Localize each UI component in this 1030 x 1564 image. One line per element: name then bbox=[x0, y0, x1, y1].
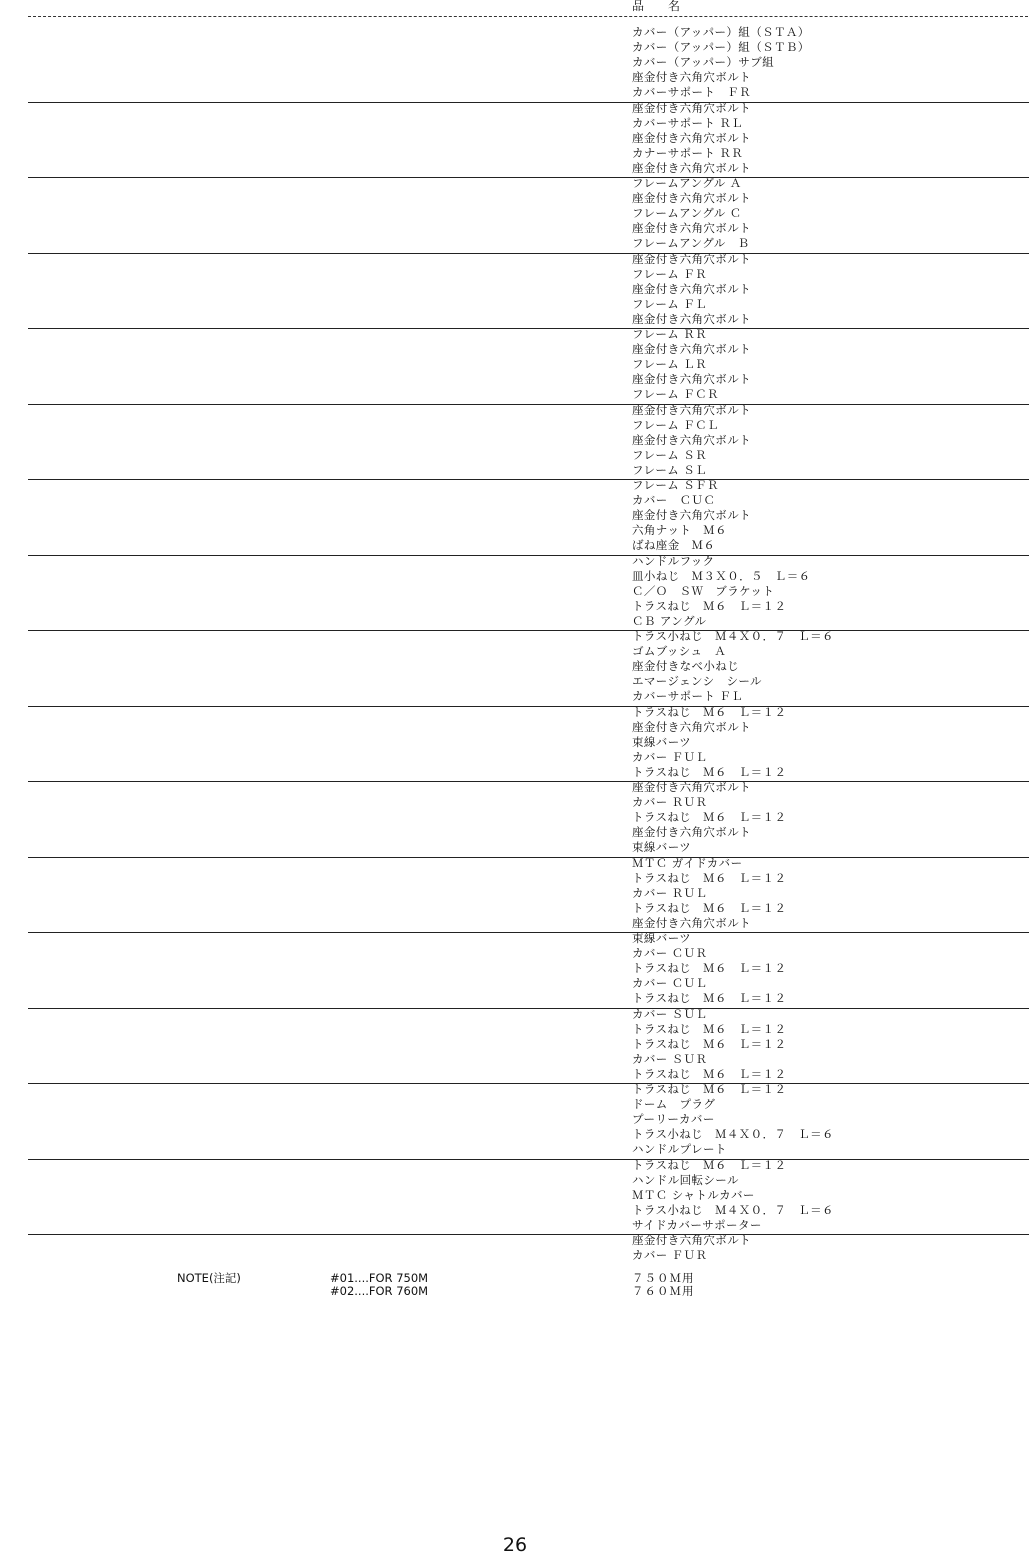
list-item: Ｃ／Ｏ ＳＷ ブラケット bbox=[632, 583, 775, 598]
list-item: トラスねじ Ｍ６ Ｌ＝１２ bbox=[632, 870, 787, 885]
list-item: カバー（アッパー）組（ＳＴＢ） bbox=[632, 40, 810, 55]
list-item: カバーサポート ＦＲ bbox=[632, 85, 751, 100]
list-item: トラスねじ Ｍ６ Ｌ＝１２ bbox=[632, 900, 787, 915]
list-item: カバー ＳＵＬ bbox=[632, 1006, 708, 1021]
list-item: トラスねじ Ｍ６ Ｌ＝１２ bbox=[632, 1082, 787, 1096]
list-item: 座金付き六角穴ボルト bbox=[632, 130, 751, 145]
group-divider bbox=[28, 857, 1029, 858]
list-item: 座金付き六角穴ボルト bbox=[632, 281, 751, 296]
list-item: 座金付き六角穴ボルト bbox=[632, 432, 751, 447]
list-item: 座金付き六角穴ボルト bbox=[632, 160, 751, 175]
list-item: トラスねじ Ｍ６ Ｌ＝１２ bbox=[632, 991, 787, 1006]
list-item: カナーサポート ＲＲ bbox=[632, 145, 744, 160]
list-item: 座金付き六角穴ボルト bbox=[632, 402, 751, 417]
list-item: 座金付き六角穴ボルト bbox=[632, 780, 751, 794]
list-item: トラスねじ Ｍ６ Ｌ＝１２ bbox=[632, 1021, 787, 1036]
list-item: カバー（アッパー）組（ＳＴＡ） bbox=[632, 25, 810, 39]
list-item: ハンドル回転シール bbox=[632, 1172, 739, 1187]
note-meaning-02: ７６０Ｍ用 bbox=[632, 1284, 695, 1298]
list-item: フレーム ＳＲ bbox=[632, 447, 707, 462]
list-item: ドーム プラグ bbox=[632, 1097, 716, 1112]
list-item: カバーサポート ＲＬ bbox=[632, 115, 744, 130]
list-item: トラスねじ Ｍ６ Ｌ＝１２ bbox=[632, 764, 787, 779]
list-item: フレームアングル Ｂ bbox=[632, 236, 750, 251]
group-divider bbox=[28, 1008, 1029, 1009]
list-item: 座金付き六角穴ボルト bbox=[632, 1233, 751, 1247]
list-item: フレーム ＦＲ bbox=[632, 266, 707, 281]
list-item: 束線バーツ bbox=[632, 734, 692, 749]
list-item: フレーム ＦＣＲ bbox=[632, 387, 719, 402]
list-item: カバー ＲＵＲ bbox=[632, 795, 708, 810]
group-divider bbox=[28, 253, 1029, 254]
list-item: 皿小ねじ Ｍ３Ｘ０．５ Ｌ＝６ bbox=[632, 568, 811, 583]
part-name-column-header: 品 名 bbox=[632, 0, 687, 13]
list-item: トラス小ねじ Ｍ４Ｘ０．７ Ｌ＝６ bbox=[632, 1202, 834, 1217]
group-divider bbox=[28, 781, 1029, 782]
list-item: カバー ＳＵＲ bbox=[632, 1051, 708, 1066]
group-divider bbox=[28, 932, 1029, 933]
list-item: トラス小ねじ Ｍ４Ｘ０．７ Ｌ＝６ bbox=[632, 1127, 834, 1142]
page-number: 26 bbox=[502, 1534, 528, 1556]
list-item: ＭＴＣ ガイドカバー bbox=[632, 855, 743, 870]
group-divider bbox=[28, 706, 1029, 707]
list-item: 座金付きなべ小ねじ bbox=[632, 659, 740, 674]
list-item: 座金付き六角穴ボルト bbox=[632, 508, 751, 523]
list-item: ハンドルプレート bbox=[632, 1142, 727, 1157]
list-item: カバー ＦＵＲ bbox=[632, 1248, 708, 1263]
list-item: プーリーカバー bbox=[632, 1112, 715, 1127]
list-item: ばね座金 Ｍ６ bbox=[632, 538, 716, 553]
group-divider bbox=[28, 555, 1029, 556]
note-code-02: #02....FOR 760M bbox=[330, 1284, 429, 1298]
list-item: カバー ＦＵＬ bbox=[632, 749, 708, 764]
note-code-01: #01....FOR 750M bbox=[330, 1271, 429, 1285]
list-item: カバー ＲＵＬ bbox=[632, 885, 708, 900]
list-item: トラスねじ Ｍ６ Ｌ＝１２ bbox=[632, 1036, 787, 1051]
list-item: サイドカバーサポーター bbox=[632, 1217, 762, 1232]
list-item: トラスねじ Ｍ６ Ｌ＝１２ bbox=[632, 961, 787, 976]
list-item: 座金付き六角穴ボルト bbox=[632, 915, 751, 930]
list-item: トラス小ねじ Ｍ４Ｘ０．７ Ｌ＝６ bbox=[632, 629, 834, 643]
group-divider bbox=[28, 404, 1029, 405]
list-item: トラスねじ Ｍ６ Ｌ＝１２ bbox=[632, 810, 787, 825]
list-item: フレーム ＬＲ bbox=[632, 357, 707, 372]
list-item: 座金付き六角穴ボルト bbox=[632, 191, 751, 206]
list-item: ハンドルフック bbox=[632, 553, 715, 568]
group-divider bbox=[28, 479, 1029, 480]
note-meaning-01: ７５０Ｍ用 bbox=[632, 1271, 695, 1285]
list-item: 座金付き六角穴ボルト bbox=[632, 221, 751, 236]
list-item: 座金付き六角穴ボルト bbox=[632, 342, 751, 357]
list-item: フレームアングル Ａ bbox=[632, 176, 742, 190]
list-item: 座金付き六角穴ボルト bbox=[632, 372, 751, 387]
list-item: フレーム ＦＣＬ bbox=[632, 417, 719, 432]
list-item: カバー ＣＵＬ bbox=[632, 976, 708, 991]
group-divider bbox=[28, 177, 1029, 178]
list-item: 六角ナット Ｍ６ bbox=[632, 523, 727, 538]
list-item: 座金付き六角穴ボルト bbox=[632, 719, 751, 734]
list-item: ＣＢ アングル bbox=[632, 613, 707, 628]
list-item: カバー ＣＵＣ bbox=[632, 493, 716, 508]
list-item: 座金付き六角穴ボルト bbox=[632, 311, 751, 326]
list-item: フレーム ＳＬ bbox=[632, 462, 707, 477]
group-divider bbox=[28, 1159, 1029, 1160]
list-item: トラスねじ Ｍ６ Ｌ＝１２ bbox=[632, 1157, 787, 1172]
group-divider bbox=[28, 1234, 1029, 1235]
list-item: ＭＴＣ シャトルカバー bbox=[632, 1187, 755, 1202]
list-item: 座金付き六角穴ボルト bbox=[632, 825, 751, 840]
list-item: エマージェンシ シール bbox=[632, 674, 762, 689]
header-dashed-divider bbox=[28, 16, 1028, 17]
list-item: ゴムブッシュ Ａ bbox=[632, 644, 727, 659]
list-item: 座金付き六角穴ボルト bbox=[632, 251, 751, 266]
list-item: フレームアングル Ｃ bbox=[632, 206, 742, 221]
note-label: NOTE(注記) bbox=[177, 1271, 241, 1285]
list-item: カバー（アッパー）サブ組 bbox=[632, 55, 774, 70]
list-item: 座金付き六角穴ボルト bbox=[632, 70, 751, 85]
group-divider bbox=[28, 328, 1029, 329]
list-item: トラスねじ Ｍ６ Ｌ＝１２ bbox=[632, 1066, 787, 1081]
list-item: フレーム ＲＲ bbox=[632, 327, 707, 341]
list-item: フレーム ＳＦＲ bbox=[632, 478, 719, 492]
list-item: トラスねじ Ｍ６ Ｌ＝１２ bbox=[632, 704, 787, 719]
list-item: 束線バーツ bbox=[632, 931, 692, 945]
list-item: フレーム ＦＬ bbox=[632, 296, 707, 311]
list-item: トラスねじ Ｍ６ Ｌ＝１２ bbox=[632, 598, 787, 613]
group-divider bbox=[28, 102, 1029, 103]
list-item: 束線バーツ bbox=[632, 840, 692, 855]
list-item: 座金付き六角穴ボルト bbox=[632, 100, 751, 115]
table-header bbox=[0, 0, 1030, 18]
group-divider bbox=[28, 1083, 1029, 1084]
list-item: カバー ＣＵＲ bbox=[632, 946, 708, 961]
list-item: カバーサポート ＦＬ bbox=[632, 689, 744, 704]
group-divider bbox=[28, 630, 1029, 631]
